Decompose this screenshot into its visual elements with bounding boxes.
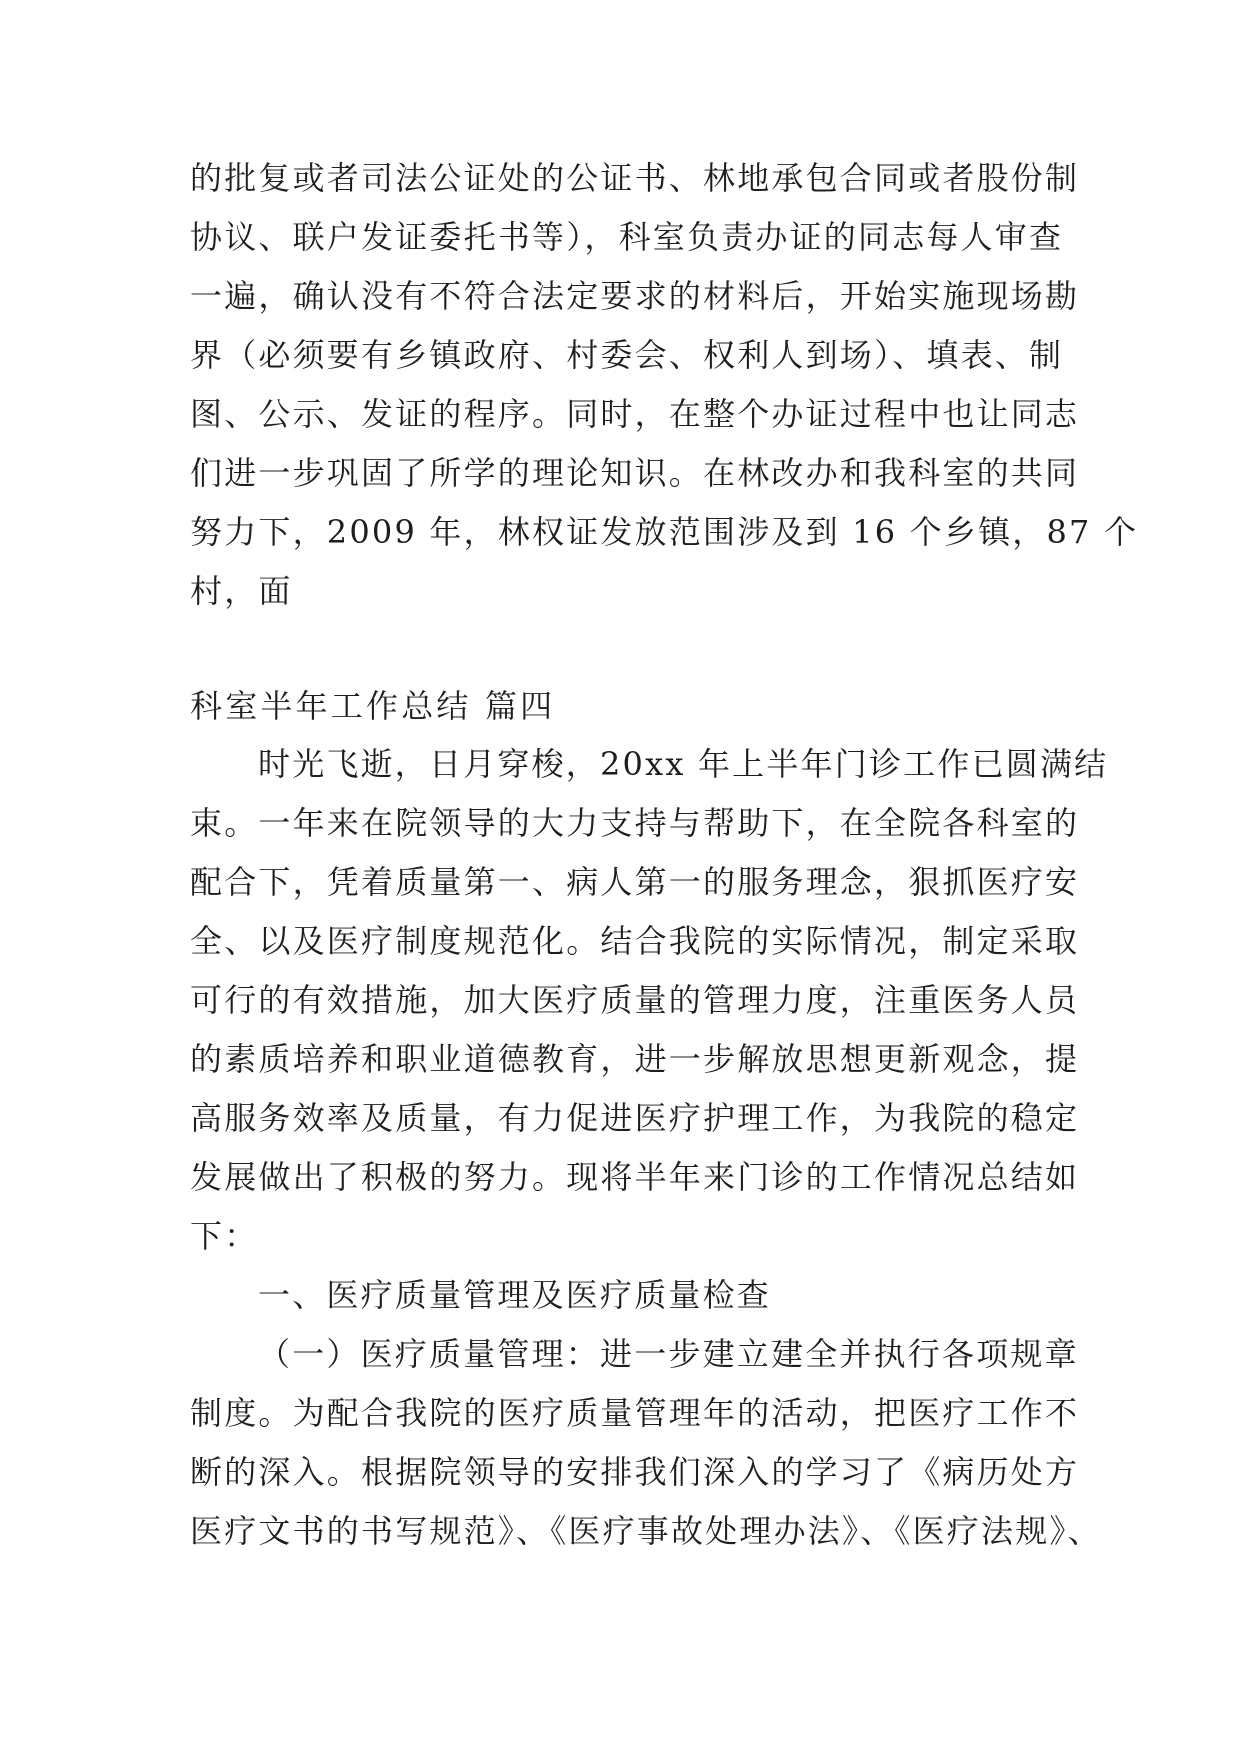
paragraph-line: 发展做出了积极的努力。现将半年来门诊的工作情况总结如	[190, 1158, 1080, 1196]
paragraph-line: 束。一年来在院领导的大力支持与帮助下，在全院各科室的	[190, 804, 1080, 842]
paragraph-line: 全、以及医疗制度规范化。结合我院的实际情况，制定采取	[190, 922, 1080, 960]
subheading: 一、医疗质量管理及医疗质量检查	[258, 1276, 772, 1314]
paragraph-line: 配合下，凭着质量第一、病人第一的服务理念，狠抓医疗安	[190, 863, 1080, 901]
paragraph-line: 协议、联户发证委托书等），科室负责办证的同志每人审查	[190, 218, 1064, 256]
paragraph-line: 时光飞逝，日月穿梭，20xx 年上半年门诊工作已圆满结	[258, 745, 1109, 783]
paragraph-line: 努力下，2009 年，林权证发放范围涉及到 16 个乡镇，87 个	[190, 513, 1139, 551]
paragraph-line: 的批复或者司法公证处的公证书、林地承包合同或者股份制	[190, 159, 1080, 197]
section-heading: 科室半年工作总结 篇四	[190, 687, 556, 725]
paragraph-line: 高服务效率及质量，有力促进医疗护理工作，为我院的稳定	[190, 1099, 1080, 1137]
paragraph-line: 制度。为配合我院的医疗质量管理年的活动，把医疗工作不	[190, 1394, 1080, 1432]
paragraph-line: 一遍，确认没有不符合法定要求的材料后，开始实施现场勘	[190, 277, 1080, 315]
paragraph-line: 们进一步巩固了所学的理论知识。在林改办和我科室的共同	[190, 454, 1080, 492]
paragraph-line: 图、公示、发证的程序。同时，在整个办证过程中也让同志	[190, 395, 1080, 433]
paragraph-line: 下：	[190, 1217, 259, 1255]
paragraph-line: （一）医疗质量管理：进一步建立建全并执行各项规章	[258, 1335, 1079, 1373]
paragraph-line: 的素质培养和职业道德教育，进一步解放思想更新观念，提	[190, 1040, 1080, 1078]
paragraph-line: 断的深入。根据院领导的安排我们深入的学习了《病历处方	[190, 1453, 1080, 1491]
paragraph-line: 村，面	[190, 572, 293, 610]
paragraph-line: 医疗文书的书写规范》、《医疗事故处理办法》、《医疗法规》、	[190, 1512, 1102, 1550]
paragraph-line: 可行的有效措施，加大医疗质量的管理力度，注重医务人员	[190, 981, 1080, 1019]
paragraph-line: 界（必须要有乡镇政府、村委会、权利人到场）、填表、制	[190, 336, 1064, 374]
